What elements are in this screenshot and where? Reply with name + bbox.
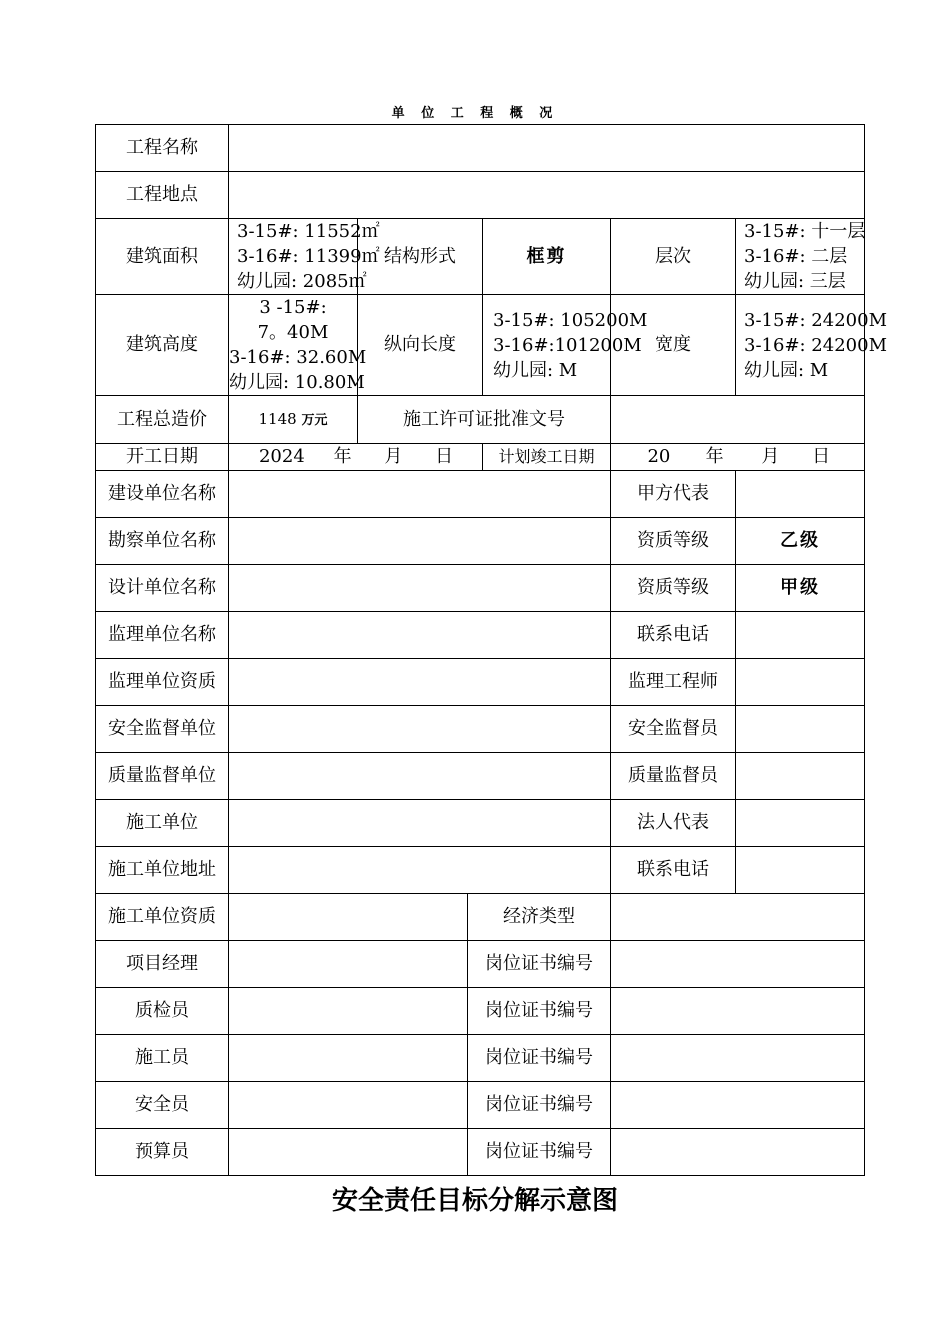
label-legal-rep: 法人代表 (611, 800, 736, 847)
completion-year-char: 年 (705, 446, 724, 468)
value-supervision-unit[interactable] (229, 612, 611, 659)
label-budget-officer: 预算员 (96, 1129, 229, 1176)
label-planned-completion: 计划竣工日期 (483, 444, 611, 471)
value-survey-unit[interactable] (229, 518, 611, 565)
value-construction-qualification[interactable] (229, 894, 468, 941)
value-constructor[interactable] (229, 1035, 468, 1082)
value-owner-rep[interactable] (736, 471, 865, 518)
footer-title: 安全责任目标分解示意图 (331, 1186, 618, 1216)
label-contact-phone-1: 联系电话 (611, 612, 736, 659)
label-quality-supervision-unit: 质量监督单位 (96, 753, 229, 800)
label-quality-inspector: 质检员 (96, 988, 229, 1035)
floor-line: 幼儿园: 三层 (744, 271, 846, 292)
value-cert-no[interactable] (611, 1035, 865, 1082)
label-survey-qualification: 资质等级 (611, 518, 736, 565)
length-line: 3-16#:101200M (493, 334, 642, 356)
label-construction-qualification: 施工单位资质 (96, 894, 229, 941)
start-month-char: 月 (384, 446, 403, 468)
label-structure-form: 结构形式 (358, 219, 483, 295)
label-construction-unit: 施工单位 (96, 800, 229, 847)
label-economic-type: 经济类型 (468, 894, 611, 941)
label-design-unit: 设计单位名称 (96, 565, 229, 612)
value-safety-supervisor[interactable] (736, 706, 865, 753)
document-title: 单 位 工 程 概 况 (391, 106, 559, 121)
label-cert-no: 岗位证书编号 (468, 988, 611, 1035)
height-line: 7。40M (257, 322, 329, 343)
length-line: 3-15#: 105200M (493, 309, 648, 331)
value-building-area (229, 219, 380, 295)
value-quality-supervisor[interactable] (736, 753, 865, 800)
label-supervision-unit: 监理单位名称 (96, 612, 229, 659)
value-structure-form: 框剪 (483, 219, 611, 295)
label-safety-supervision-unit: 安全监督单位 (96, 706, 229, 753)
label-project-location: 工程地点 (96, 172, 229, 219)
value-design-qualification: 甲级 (736, 565, 865, 612)
label-cert-no: 岗位证书编号 (468, 1035, 611, 1082)
label-total-cost: 工程总造价 (96, 396, 229, 444)
cost-number: 1148 (258, 410, 297, 429)
label-supervising-engineer: 监理工程师 (611, 659, 736, 706)
label-owner-rep: 甲方代表 (611, 471, 736, 518)
value-project-manager[interactable] (229, 941, 468, 988)
floor-line: 3-15#: 十一层 (744, 221, 866, 242)
completion-month-char: 月 (761, 446, 780, 468)
value-quality-supervision-unit[interactable] (229, 753, 611, 800)
label-supervision-qualification: 监理单位资质 (96, 659, 229, 706)
label-building-height: 建筑高度 (96, 295, 229, 396)
label-design-qualification: 资质等级 (611, 565, 736, 612)
value-project-name[interactable] (229, 125, 865, 172)
value-total-cost (229, 396, 358, 444)
value-legal-rep[interactable] (736, 800, 865, 847)
value-safety-officer[interactable] (229, 1082, 468, 1129)
value-supervising-engineer[interactable] (736, 659, 865, 706)
label-project-manager: 项目经理 (96, 941, 229, 988)
label-width: 宽度 (611, 295, 736, 396)
label-start-date: 开工日期 (96, 444, 229, 471)
value-cert-no[interactable] (611, 941, 865, 988)
label-construction-address: 施工单位地址 (96, 847, 229, 894)
label-project-name: 工程名称 (96, 125, 229, 172)
start-day-char: 日 (435, 446, 454, 468)
value-planned-completion[interactable] (611, 444, 865, 471)
label-cert-no: 岗位证书编号 (468, 1082, 611, 1129)
value-start-date[interactable] (229, 444, 483, 471)
value-survey-qualification: 乙级 (736, 518, 865, 565)
length-line: 幼儿园: M (493, 359, 578, 381)
value-budget-officer[interactable] (229, 1129, 468, 1176)
value-building-height (229, 295, 367, 396)
value-longitudinal-length (483, 295, 648, 396)
label-floors: 层次 (611, 219, 736, 295)
value-cert-no[interactable] (611, 1129, 865, 1176)
value-construction-address[interactable] (229, 847, 611, 894)
value-cert-no[interactable] (611, 988, 865, 1035)
label-constructor: 施工员 (96, 1035, 229, 1082)
value-width (736, 295, 887, 396)
value-quality-inspector[interactable] (229, 988, 468, 1035)
label-longitudinal-length: 纵向长度 (358, 295, 483, 396)
value-contact-phone-1[interactable] (736, 612, 865, 659)
width-line: 3-16#: 24200M (744, 334, 887, 356)
value-economic-type[interactable] (611, 894, 865, 941)
completion-day-char: 日 (812, 446, 831, 468)
value-permit-no[interactable] (611, 396, 865, 444)
area-line: 3-16#: 11399㎡ (237, 246, 380, 267)
label-cert-no: 岗位证书编号 (468, 1129, 611, 1176)
value-construction-unit[interactable] (229, 800, 611, 847)
completion-year: 20 (647, 446, 671, 468)
width-line: 幼儿园: M (744, 359, 829, 381)
height-line: 3 -15#: (259, 297, 327, 318)
label-safety-officer: 安全员 (96, 1082, 229, 1129)
start-year: 2024 (258, 446, 305, 468)
value-developer[interactable] (229, 471, 611, 518)
project-overview-table (95, 124, 887, 1176)
label-contact-phone-2: 联系电话 (611, 847, 736, 894)
value-contact-phone-2[interactable] (736, 847, 865, 894)
label-quality-supervisor: 质量监督员 (611, 753, 736, 800)
start-year-char: 年 (333, 446, 352, 468)
value-design-unit[interactable] (229, 565, 611, 612)
label-permit-no: 施工许可证批准文号 (358, 396, 611, 444)
height-line: 3-16#: 32.60M (229, 347, 367, 368)
label-survey-unit: 勘察单位名称 (96, 518, 229, 565)
height-line: 幼儿园: 10.80M (229, 372, 365, 393)
label-safety-supervisor: 安全监督员 (611, 706, 736, 753)
label-developer: 建设单位名称 (96, 471, 229, 518)
cost-unit: 万元 (301, 413, 328, 429)
value-project-location[interactable] (229, 172, 865, 219)
value-cert-no[interactable] (611, 1082, 865, 1129)
area-line: 3-15#: 11552㎡ (237, 221, 380, 242)
label-building-area: 建筑面积 (96, 219, 229, 295)
width-line: 3-15#: 24200M (744, 309, 887, 331)
label-cert-no: 岗位证书编号 (468, 941, 611, 988)
value-supervision-qualification[interactable] (229, 659, 611, 706)
value-safety-supervision-unit[interactable] (229, 706, 611, 753)
value-floors (736, 219, 865, 295)
area-line: 幼儿园: 2085㎡ (237, 271, 367, 292)
floor-line: 3-16#: 二层 (744, 246, 848, 267)
